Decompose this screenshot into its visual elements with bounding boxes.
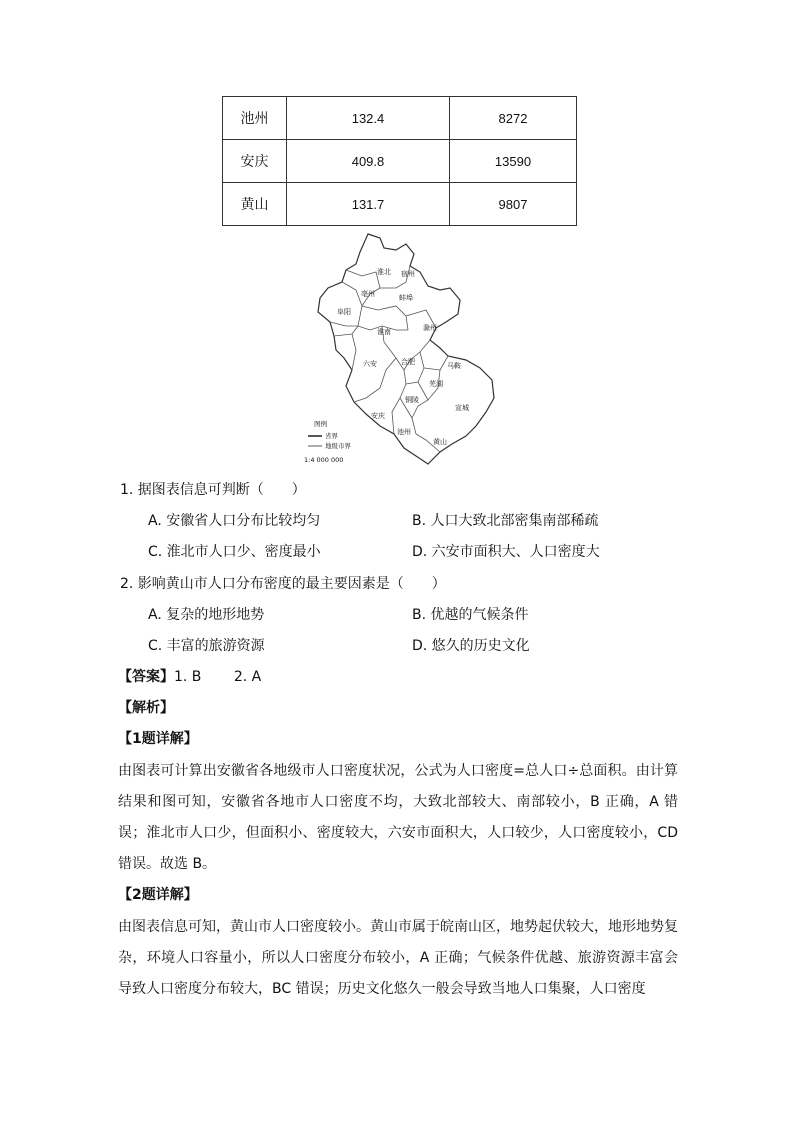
map-label-wuhu: 芜湖 [429,380,443,388]
question-2-option-a: A. 复杂的地形地势 [148,607,265,623]
detail-2-label: 【2题详解】 [118,887,198,903]
anhui-map [300,230,500,470]
map-legend [304,419,352,464]
map-label-tongling: 铜陵 [405,396,419,404]
map-label-fuyang: 阜阳 [337,308,351,316]
table-cell: 132.4 [287,97,450,140]
question-1-option-a: A. 安徽省人口分布比较均匀 [148,513,321,529]
detail-1-text: 由图表可计算出安徽省各地级市人口密度状况，公式为人口密度=总人口÷总面积。由计算结果和图可知，安徽省各地市人口密度不均，大致北部较大、南部较小，B 正确，A 错误；淮北市人口少，但面积小、密度较大，六安市面积大，人口较少，人口密度较小，CD 错误。故选 B。 [118,763,678,872]
map-label-luan: 六安 [363,360,377,368]
map-label-maanshan: 马鞍 [447,362,461,370]
table-row [223,140,577,183]
answer-text: 1. B 2. A [174,669,262,685]
map-label-suzhou: 宿州 [401,270,415,278]
table-cell: 池州 [223,97,287,140]
map-label-chuzhou: 滁州 [423,324,437,332]
analysis-label: 【解析】 [118,700,174,716]
map-label-chizhou: 池州 [397,428,411,436]
question-1-option-b: B. 人口大致北部密集南部稀疏 [412,513,599,529]
answer-line [118,667,261,687]
legend-title: 图例 [314,420,327,428]
table-cell: 8272 [450,97,577,140]
question-1-stem: 1. 据图表信息可判断（ ） [120,482,306,498]
table-cell: 409.8 [287,140,450,183]
detail-1-label: 【1题详解】 [118,731,198,747]
table-row [223,183,577,226]
question-2-option-c: C. 丰富的旅游资源 [148,638,265,654]
table-cell: 131.7 [287,183,450,226]
map-label-huangshan: 黄山 [433,438,447,446]
map-label-huaibei: 淮北 [377,268,391,276]
question-2-option-d: D. 悠久的历史文化 [412,638,530,654]
table-cell: 黄山 [223,183,287,226]
map-label-anqing: 安庆 [371,412,385,420]
map-label-xuancheng: 宣城 [455,404,469,412]
data-table [222,96,577,226]
question-1-option-c: C. 淮北市人口少、密度最小 [148,544,321,560]
map-label-hefei: 合肥 [401,358,415,366]
legend-province: 省界 [325,432,338,440]
map-scale: 1:4 000 000 [304,456,344,464]
map-label-bozhou: 亳州 [361,290,375,298]
table-cell: 13590 [450,140,577,183]
table-cell: 9807 [450,183,577,226]
table-row [223,97,577,140]
question-1-option-d: D. 六安市面积大、人口密度大 [412,544,600,560]
detail-2-text: 由图表信息可知，黄山市人口密度较小。黄山市属于皖南山区，地势起伏较大，地形地势复杂，环境人口容量小，所以人口密度分布较小，A 正确；气候条件优越、旅游资源丰富会导致人口密度分布较大，BC 错误；历史文化悠久一般会导致当地人口集聚，人口密度 [118,919,678,997]
legend-city: 地级市界 [325,442,351,450]
question-2-option-b: B. 优越的气候条件 [412,607,529,623]
answer-label: 【答案】 [118,669,174,685]
map-label-huainan: 淮南 [377,328,391,336]
map-label-bengbu: 蚌埠 [399,294,413,302]
table-cell: 安庆 [223,140,287,183]
question-2-stem: 2. 影响黄山市人口分布密度的最主要因素是（ ） [120,576,446,592]
